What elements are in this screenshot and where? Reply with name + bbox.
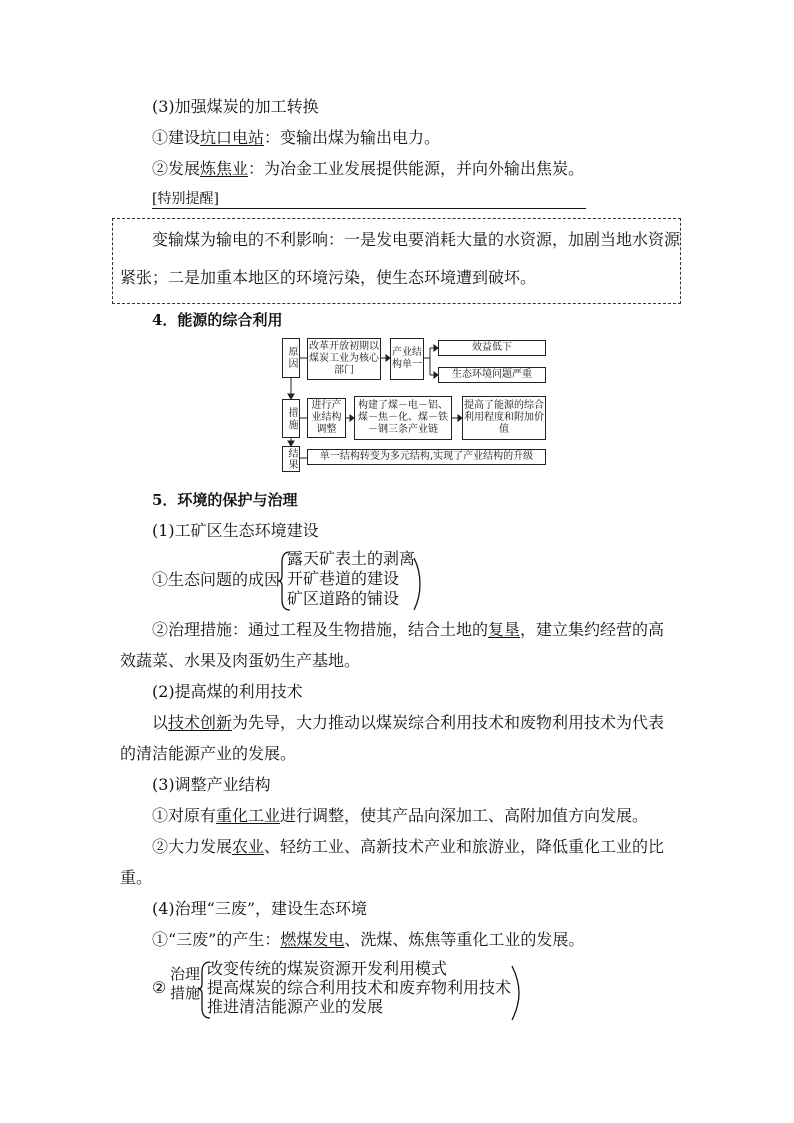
section3-item2-prefix: ②发展 bbox=[152, 159, 201, 178]
measure-item-3: 推进清洁能源产业的发展 bbox=[207, 997, 384, 1016]
diagram-outcome-label: 结果 bbox=[282, 446, 300, 472]
measure-prefix: ②治理措施：通过工程及生物措施，结合土地的 bbox=[152, 620, 489, 639]
measure-item-1: 改变传统的煤炭资源开发利用模式 bbox=[207, 959, 448, 978]
cause-item-2: 开矿巷道的建设 bbox=[287, 569, 400, 588]
diagram-outcome-text: 单一结构转变为多元结构,实现了产业结构的升级 bbox=[307, 449, 546, 465]
sub3-item2-key: 农业 bbox=[232, 837, 265, 856]
sub4-item1-prefix: ①“三废”的产生： bbox=[152, 930, 281, 949]
sub2-line1-rest: 为先导，大力推动以煤炭综合利用技术和废物利用技术为代表 bbox=[232, 713, 665, 732]
sub4-item1-key: 燃煤发电 bbox=[280, 930, 345, 949]
section3-item2-key: 炼焦业 bbox=[200, 159, 249, 178]
tip-line2: 紧张；二是加重本地区的环境污染，使生态环境遭到破坏。 bbox=[120, 268, 537, 287]
cause-item-3: 矿区道路的铺设 bbox=[287, 589, 400, 608]
tip-label: [特别提醒] bbox=[152, 191, 219, 207]
measure-item-2: 提高煤炭的综合利用技术和废弃物利用技术 bbox=[207, 978, 512, 997]
diagram-reason-text: 改革开放初期以煤炭工业为核心部门 bbox=[307, 338, 381, 380]
diagram-structure: 产业结构单一 bbox=[390, 338, 424, 380]
sub2-line1-key: 技术创新 bbox=[168, 713, 233, 732]
diagram-measure-label: 措施 bbox=[282, 399, 300, 438]
sub3-item1-key: 重化工业 bbox=[216, 806, 281, 825]
diagram-result-box: 提高了能源的综合利用程度和附加价值 bbox=[462, 396, 546, 440]
measure-rest: ，建立集约经营的高 bbox=[520, 620, 665, 639]
sub4-label-top: 治理 bbox=[170, 965, 201, 983]
measure-line2: 效蔬菜、水果及肉蛋奶生产基地。 bbox=[120, 651, 361, 670]
section3-item1-key: 坑口电站 bbox=[200, 128, 265, 147]
diagram-chain: 构建了煤－电－铝、煤－焦－化、煤－铁－钢三条产业链 bbox=[354, 396, 452, 440]
measure-key: 复垦 bbox=[488, 620, 521, 639]
section5-sub1-title: (1)工矿区生态环境建设 bbox=[152, 521, 319, 540]
sub3-item2-prefix: ②大力发展 bbox=[152, 837, 233, 856]
diagram-reason-label: 原因 bbox=[282, 338, 300, 378]
diagram-effect1: 效益低下 bbox=[438, 340, 546, 356]
sub3-item2-rest: 、轻纺工业、高新技术产业和旅游业，降低重化工业的比 bbox=[264, 837, 665, 856]
tip-line1: 变输煤为输电的不利影响：一是发电要消耗大量的水资源，加剧当地水资源 bbox=[152, 230, 681, 249]
sub4-label-bottom: 措施 bbox=[170, 984, 201, 1002]
sub3-item1-prefix: ①对原有 bbox=[152, 806, 217, 825]
diagram-effect2: 生态环境问题严重 bbox=[438, 367, 546, 383]
sub3-item1-rest: 进行调整，使其产品向深加工、高附加值方向发展。 bbox=[280, 806, 649, 825]
section5-title: 5．环境的保护与治理 bbox=[152, 491, 298, 509]
cause-item-1: 露天矿表土的剥离 bbox=[287, 549, 416, 568]
sub2-line2: 的清洁能源产业的发展。 bbox=[120, 744, 297, 763]
section3-title: (3)加强煤炭的加工转换 bbox=[152, 97, 319, 116]
diagram-measure-text: 进行产业结构调整 bbox=[307, 398, 346, 438]
section5-sub2-title: (2)提高煤的利用技术 bbox=[152, 682, 303, 701]
section3-item2-rest: ：为冶金工业发展提供能源，并向外输出焦炭。 bbox=[248, 159, 585, 178]
section3-item1-rest: ：变输出煤为输出电力。 bbox=[264, 128, 441, 147]
section5-sub4-title: (4)治理“三废”，建设生态环境 bbox=[152, 899, 368, 918]
section3-item1-prefix: ①建设 bbox=[152, 128, 201, 147]
sub3-item2-line2: 重。 bbox=[120, 868, 153, 887]
sub2-line1-prefix: 以 bbox=[152, 713, 169, 732]
section4-title: 4．能源的综合利用 bbox=[152, 311, 283, 329]
sub4-item2-num: ② bbox=[152, 978, 167, 997]
sub4-item1-rest: 、洗煤、炼焦等重化工业的发展。 bbox=[344, 930, 585, 949]
section5-sub3-title: (3)调整产业结构 bbox=[152, 775, 271, 794]
cause-label: ①生态问题的成因 bbox=[152, 570, 281, 589]
